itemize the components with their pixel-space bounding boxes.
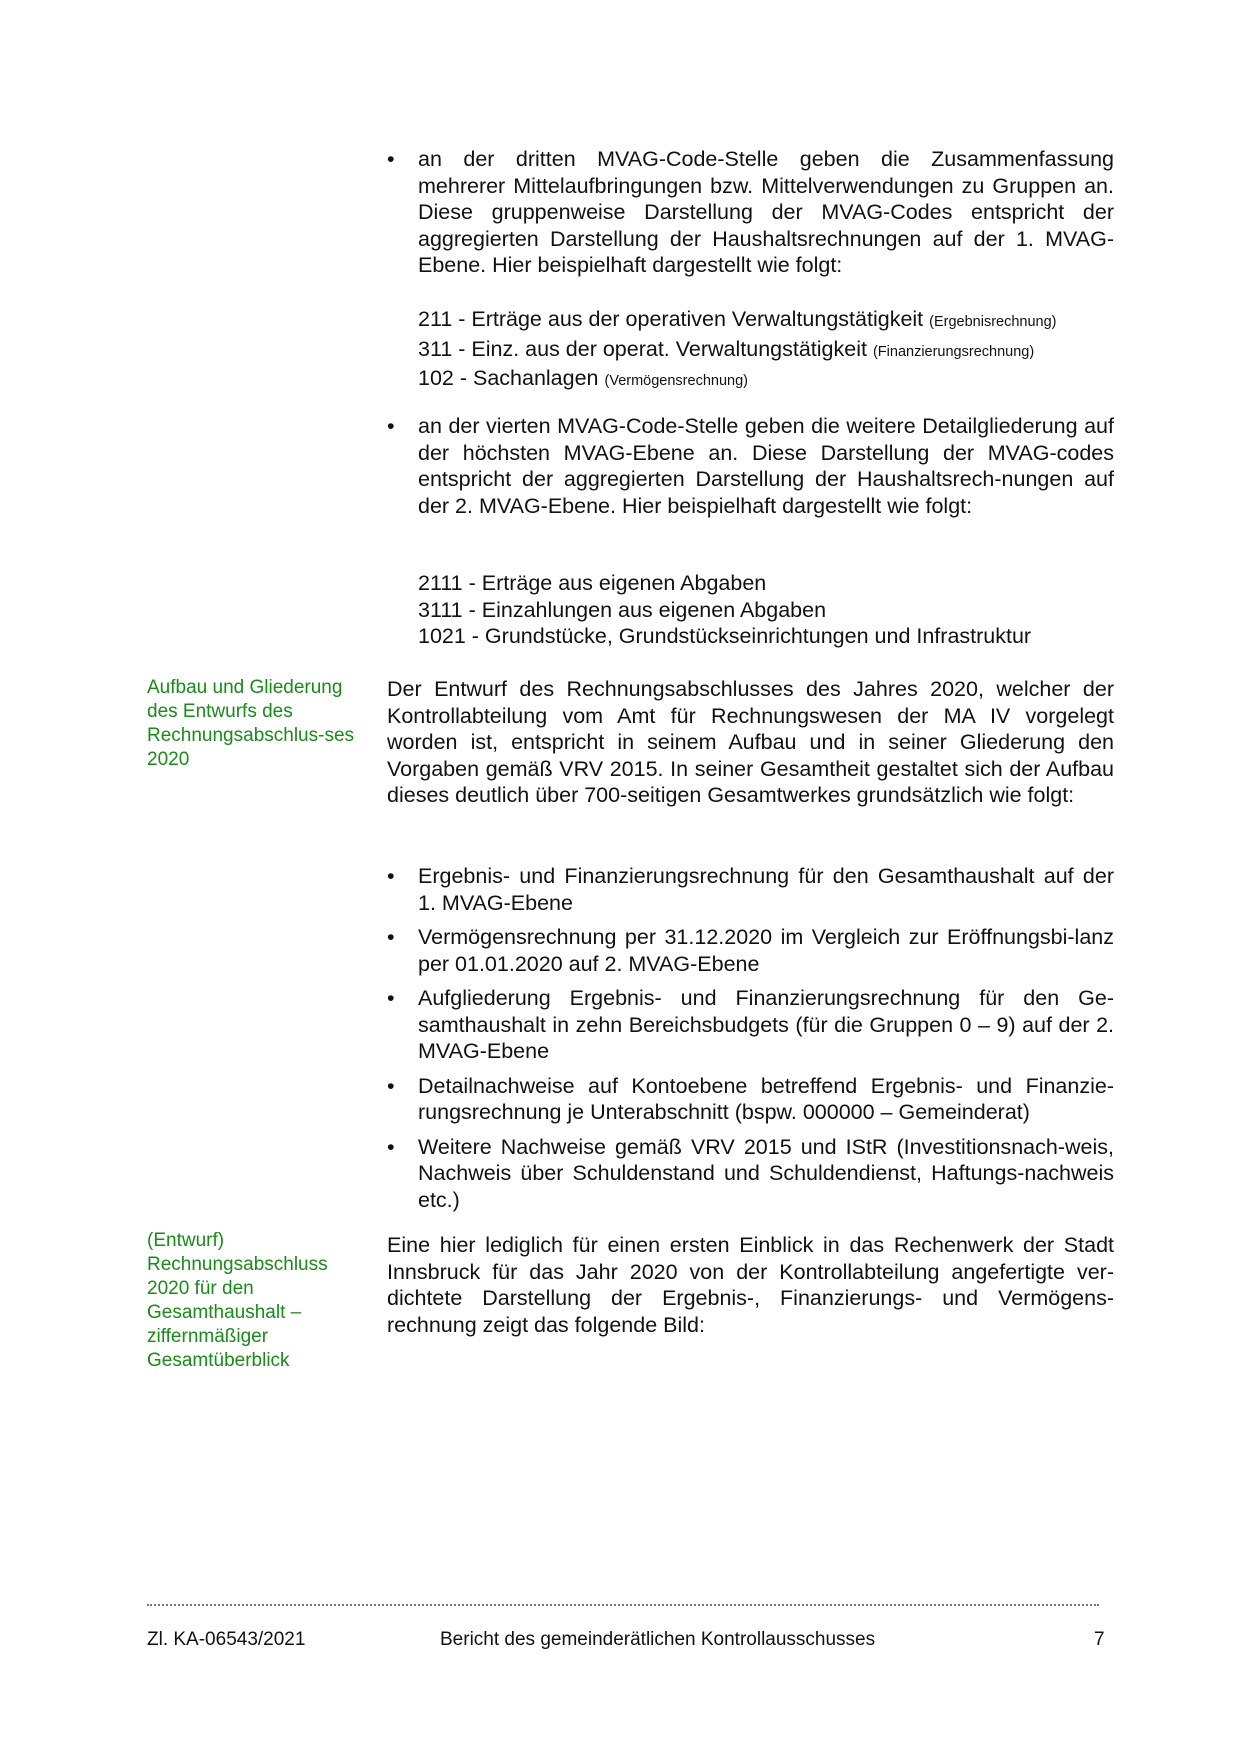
bullet-text: an der vierten MVAG-Code-Stelle geben die weitere Detailgliederung auf der höchsten MVAG-Ebene an. Diese Darstellung der MVAG-codes entspricht der aggregierten Darstellung der Haushaltsrech-nungen auf der 2. MVAG-Ebene. Hier beispielhaft dargestellt wie folgt: [418, 414, 1114, 518]
example-list-level-2 [418, 570, 1118, 650]
list-item: • Detailnachweise auf Kontoebene betreffend Ergebnis- und Finanzie-rungsrechnung je Unterabschnitt (bspw. 000000 – Gemeinderat) [387, 1073, 1114, 1124]
bullet-marker: • [387, 414, 395, 438]
bullet-third-code-position [387, 146, 1114, 279]
footer-title: Bericht des gemeinderätlichen Kontrollausschusses [440, 1629, 876, 1650]
paragraph-structure: Der Entwurf des Rechnungsabschlusses des Jahres 2020, welcher der Kontrollabteilung vom Amt für Rechnungswesen der MA IV vorgelegt worden ist, entspricht in seinem Aufbau und in seiner Gliederung den Vorgaben gemäß VRV 2015. In seiner Gesamtheit gestaltet sich der Aufbau dieses deutlich über 700-seitigen Gesamtwerkes grundsätzlich wie folgt: [387, 677, 1114, 807]
example-line: 2111 - Erträge aus eigenen Abgaben [418, 571, 767, 595]
example-line: 311 - Einz. aus der operat. Verwaltungstätigkeit (Finanzierungsrechnung) [418, 336, 1035, 361]
bullet-marker: • [387, 147, 395, 171]
example-line: 1021 - Grundstücke, Grundstückseinrichtungen und Infrastruktur [418, 624, 1032, 648]
example-line: 211 - Erträge aus der operativen Verwaltungstätigkeit (Ergebnisrechnung) [418, 307, 1057, 331]
example-list-level-1 [418, 306, 1118, 395]
list-item: • Aufgliederung Ergebnis- und Finanzierungsrechnung für den Ge-samthaushalt in zehn Bereichsbudgets (für die Gruppen 0 – 9) auf der 2. MVAG-Ebene [387, 986, 1114, 1063]
bullet-marker: • [387, 986, 395, 1010]
example-line: 102 - Sachanlagen (Vermögensrechnung) [418, 366, 748, 390]
sidebar-heading-overview: (Entwurf) Rechnungsabschluss 2020 für den Gesamthaushalt – ziffernmäßiger Gesamtüberblick [147, 1230, 328, 1371]
bullet-fourth-code-position [387, 413, 1114, 519]
list-item: • Vermögensrechnung per 31.12.2020 im Vergleich zur Eröffnungsbi-lanz per 01.01.2020 auf 2. MVAG-Ebene [387, 925, 1114, 976]
sidebar-heading-structure: Aufbau und Gliederung des Entwurfs des Rechnungsabschlus-ses 2020 [147, 677, 355, 770]
footer-divider [147, 1604, 1099, 1606]
list-item: • Ergebnis- und Finanzierungsrechnung für den Gesamthaushalt auf der 1. MVAG-Ebene [387, 864, 1114, 915]
footer-reference: Zl. KA-06543/2021 [147, 1629, 306, 1650]
bullet-marker: • [387, 1134, 395, 1159]
list-item: • Weitere Nachweise gemäß VRV 2015 und IStR (Investitionsnach-weis, Nachweis über Schuldenstand und Schuldendienst, Haftungs-nachweis etc.) [387, 1134, 1114, 1212]
paragraph-overview: Eine hier lediglich für einen ersten Einblick in das Rechenwerk der Stadt Innsbruck für das Jahr 2020 von der Kontrollabteilung angefertigte ver-dichtete Darstellung der Ergebnis-, Finanzierungs- und Vermögens-rechnung zeigt das folgende Bild: [387, 1233, 1114, 1337]
bullet-text: an der dritten MVAG-Code-Stelle geben die Zusammenfassung mehrerer Mittelaufbringungen bzw. Mittelverwendungen zu Gruppen an. Diese gruppenweise Darstellung der MVAG-Codes entspricht der aggregierten Darstellung der Haushaltsrechnungen auf der 1. MVAG-Ebene. Hier beispielhaft dargestellt wie folgt: [418, 147, 1114, 277]
bullet-marker: • [387, 1073, 395, 1098]
example-line: 3111 - Einzahlungen aus eigenen Abgaben [418, 597, 827, 622]
page-number: 7 [1094, 1629, 1105, 1650]
bullet-marker: • [387, 925, 395, 949]
bullet-list-structure [387, 863, 1114, 1213]
bullet-marker: • [387, 864, 395, 888]
